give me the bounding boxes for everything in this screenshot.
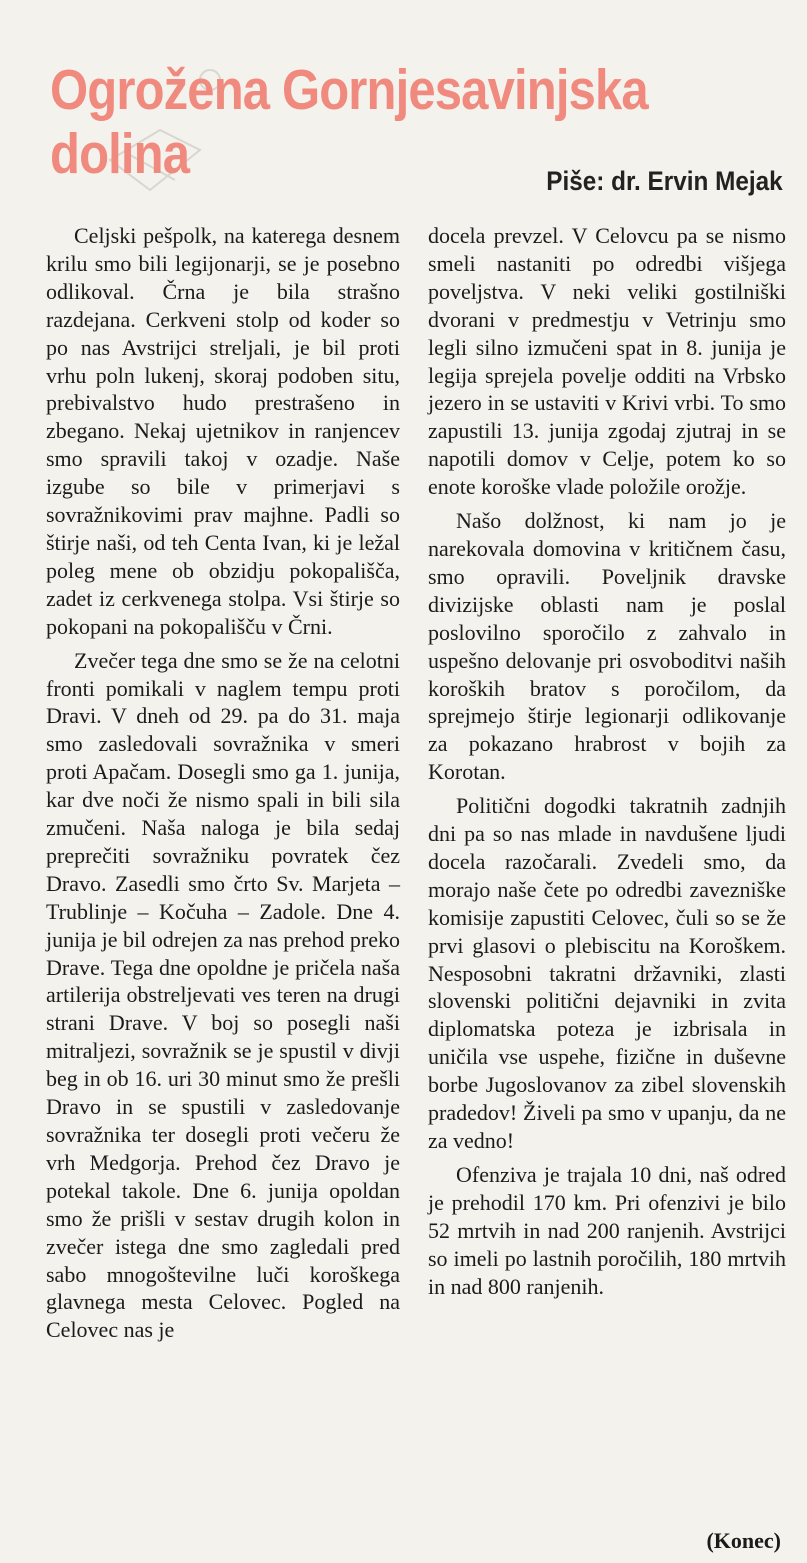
article-title: Ogrožena Gornjesavinjska dolina xyxy=(50,58,648,186)
paragraph: Zvečer tega dne smo se že na celotni fronti pomikali v naglem tempu proti Dravi. V dneh od 29. pa do 31. maja smo zasledovali sovražnika v smeri proti Apačam. Dosegli smo ga 1. junija, kar dve noči že nismo spali in bili sila zmučeni. Naša naloga je bila sedaj preprečiti sovražniku povratek čez Dravo. Zasedli smo črto Sv. Marjeta – Trublinje – Kočuha – Zadole. Dne 4. junija je bil odrejen za nas prehod preko Drave. Tega dne opoldne je pričela naša artilerija obstreljevati ves teren na drugi strani Drave. V boj so posegli naši mitraljezi, sovražnik se je spustil v divji beg in ob 16. uri 30 minut smo že prešli Dravo in se spustili v zasledovanje sovražnika ter dosegli proti večeru že vrh Medgorja. Prehod čez Dravo je potekal takole. Dne 6. junija opoldan smo že prišli v sestav drugih kolon in zvečer istega dne smo zagledali pred sabo mnogoštevilne luči koroškega glavnega mesta Celovec. Pogled na Celovec nas je xyxy=(46,647,400,1343)
paragraph: Našo dolžnost, ki nam jo je narekovala domovina v kritičnem času, smo opravili. Poveljnik dravske divizijske oblasti nam je poslal poslovilno sporočilo z zahvalo in uspešno delovanje pri osvoboditvi naših koroških bratov s poročilom, da sprejmejo štirje legionarji odlikovanje za pokazano hrabrost v bojih za Korotan. xyxy=(428,508,786,785)
paragraph: docela prevzel. V Celovcu pa se nismo smeli nastaniti po odredbi višjega poveljstva. V neki veliki gostilniški dvorani v predmestju v Vetrinju smo legli silno izmučeni spat in 8. junija je legija sprejela povelje odditi na Vrbsko jezero in se ustaviti v Krivi vrbi. To smo zapustili 13. junija zgodaj zjutraj in se napotili domov v Celje, potem ko so enote koroške vlade položile orožje. xyxy=(428,223,786,500)
right-column xyxy=(428,222,786,1306)
paragraph: Politični dogodki takratnih zadnjih dni pa so nas mlade in navdušene ljudi docela razočarali. Zvedeli smo, da morajo naše čete po odredbi zavezniške komisije zapustiti Celovec, čuli so se že prvi glasovi o plebiscitu na Koroškem. Nesposobni takratni državniki, zlasti slovenski politični dejavniki in zvita diplomatska poteza je izbrisala in uničila vse uspehe, fizične in duševne borbe Jugoslovanov za zibel slovenskih pradedov! Živeli pa smo v upanju, da ne za vedno! xyxy=(428,793,786,1153)
paragraph: Celjski pešpolk, na katerega desnem krilu smo bili legijonarji, se je posebno odlikoval. Črna je bila strašno razdejana. Cerkveni stolp od koder so po nas Avstrijci streljali, je bil proti vrhu poln lukenj, skoraj podoben situ, prebivalstvo hudo prestrašeno in zbegano. Nekaj ujetnikov in ranjencev smo spravili takoj v ozadje. Naše izgube so bile v primerjavi s sovražnikovimi prav majhne. Padli so štirje naši, od teh Centa Ivan, ki je ležal poleg mene ob obzidju pokopališča, zadet iz cerkvenega stolpa. Vsi štirje so pokopani na pokopališču v Črni. xyxy=(46,223,400,639)
article-byline: Piše: dr. Ervin Mejak xyxy=(546,166,783,196)
article-ending: (Konec) xyxy=(706,1528,781,1553)
left-column xyxy=(46,222,400,1350)
paragraph: Ofenziva je trajala 10 dni, naš odred je prehodil 170 km. Pri ofenzivi je bilo 52 mrtvih in nad 200 ranjenih. Avstrijci so imeli po lastnih poročilih, 180 mrtvih in nad 800 ranjenih. xyxy=(428,1161,786,1299)
